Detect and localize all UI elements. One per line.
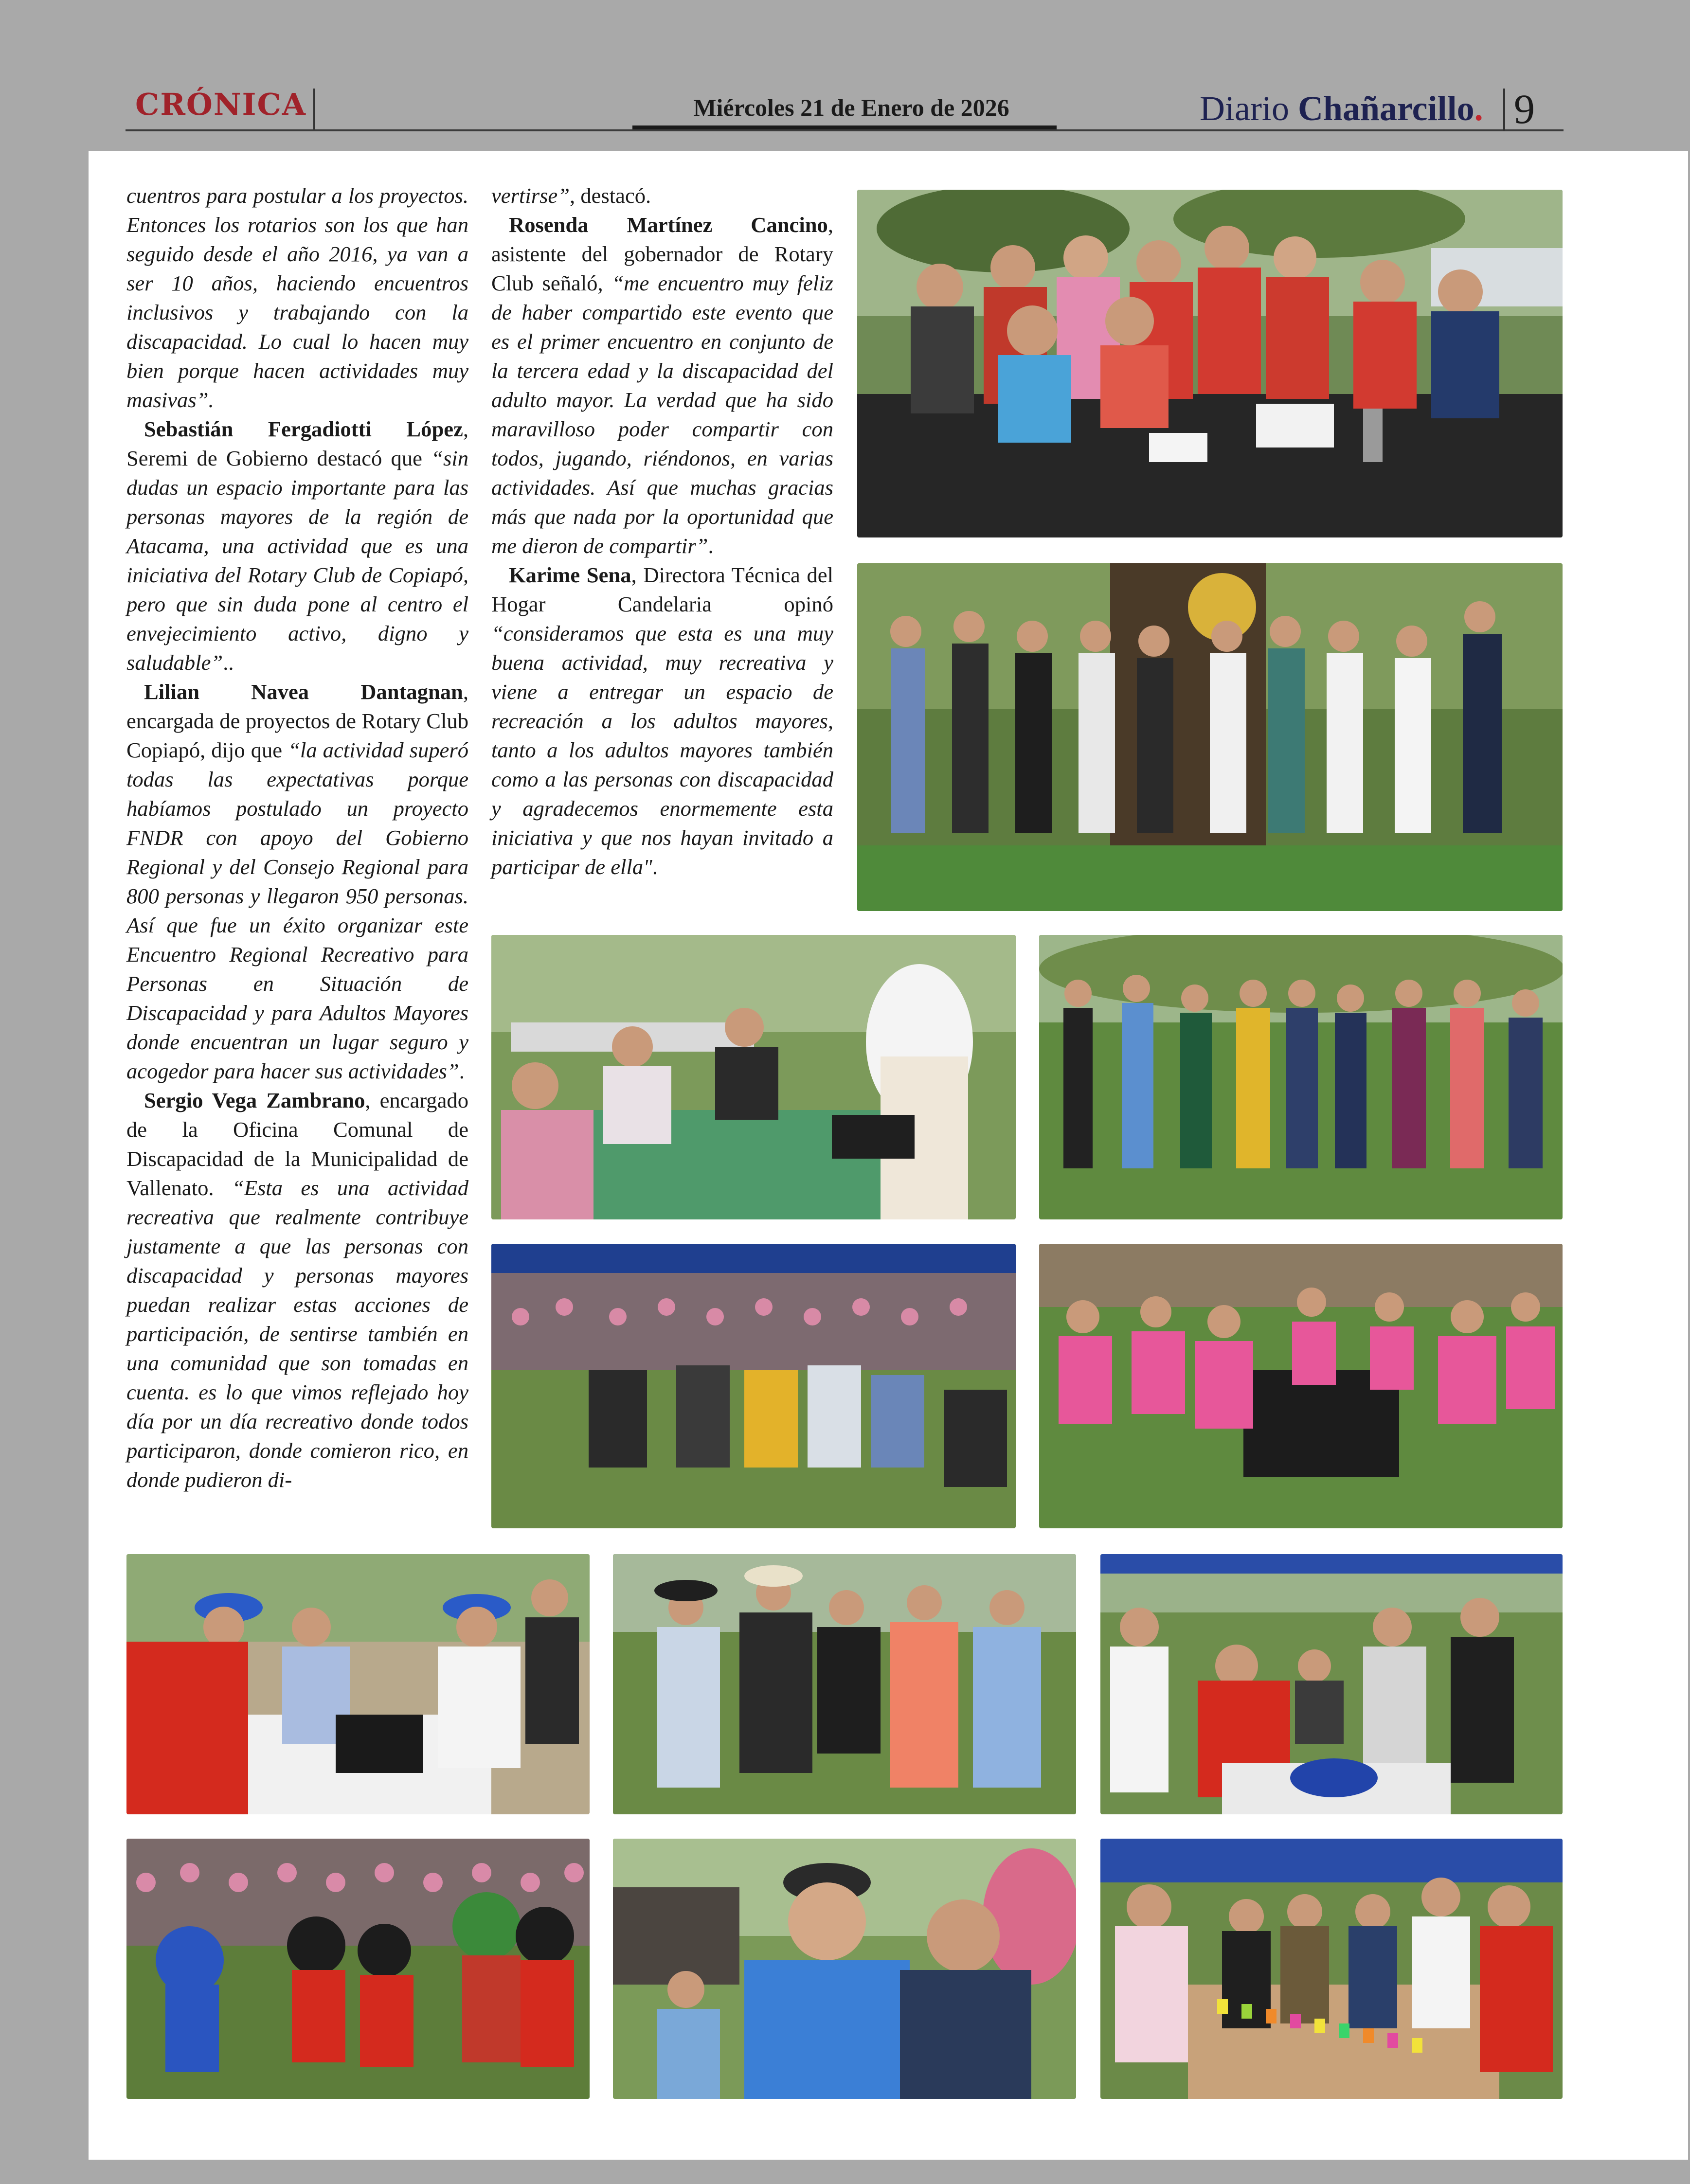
quote: “sin dudas un espacio importante para las personas mayores de la región de Atacama, una actividad que es una iniciativa del Rotary Club de Copiapó, pero que sin duda pone al centro el envejecimiento activo, digno y saludable” — [126, 446, 468, 675]
masthead — [1200, 89, 1483, 129]
quote: “consideramos que esta es una muy buena actividad, muy recreativa y viene a entregar un espacio de recreación a los adultos mayores, tanto a los adultos mayores también como a las personas con discapacidad y agradecemos enormemente esta iniciativa y que nos hayan invitado a participar de ella" — [491, 621, 833, 879]
section-label: CRÓNICA — [135, 87, 307, 122]
masthead-name: Chañarcillo — [1297, 89, 1474, 128]
paragraph: vertirse”, destacó. — [491, 183, 651, 208]
speaker-name: Rosenda Martínez Cancino — [509, 213, 828, 237]
quote: “la actividad superó todas las expectativas porque habíamos postulado un proyecto FNDR con apoyo del Gobierno Regional y del Consejo Regional para 800 personas y llegaron 950 personas. Así que fue un éxito organizar este Encuentro Regional Recreativo para Personas en Situación de Discapacidad y para Adultos Mayores donde encuentran un lugar seguro y acogedor para hacer sus actividades” — [126, 738, 469, 1083]
photo-elders-standing — [613, 1554, 1076, 1814]
issue-date: Miércoles 21 de Enero de 2026 — [693, 94, 1009, 121]
photo-face-painting — [1100, 1554, 1563, 1814]
speaker-name: Lilian Navea Dantagnan — [144, 680, 463, 704]
photo-award-group — [857, 563, 1563, 911]
header-divider — [1503, 89, 1505, 131]
photo-group-at-table — [857, 190, 1563, 537]
masthead-dot: . — [1474, 89, 1483, 128]
header-divider — [313, 89, 315, 131]
quote: “me encuentro muy feliz de haber compartido este evento que es el primer encuentro en conjunto de la tercera edad y la discapacidad del adulto mayor. La verdad que ha sido maravilloso poder compartir con todos, jugando, riéndonos, en varias actividades. Así que muchas gracias más que nada por la oportunidad que me dieron de compartir” — [491, 271, 833, 558]
paragraph: Sergio Vega Zambrano, encargado de la Oficina Comunal de Discapacidad de la Municipalidad de Vallenato. “Esta es una actividad recreativa que realmente contribuye justamente a que las personas con discapacidad y personas mayores puedan realizar estas acciones de participación, de sentirse también en una comunidad que son tomadas en cuenta. es lo que vimos reflejado hoy día por un día recreativo donde todos participaron, donde comieron rico, en donde pudieron di- — [126, 1088, 468, 1492]
page-header — [0, 0, 1690, 151]
photo-two-elderly-men — [613, 1839, 1076, 2099]
header-rule — [126, 129, 1564, 131]
quote: “Esta es una actividad recreativa que realmente contribuye justamente a que las personas con discapacidad y personas mayores puedan realizar estas acciones de participación, de sentirse también en una comunidad que son tomadas en cuenta. es lo que vimos reflejado hoy día por un día recreativo donde todos participaron, donde comieron rico, en donde pudieron di- — [126, 1176, 468, 1492]
speaker-name: Sebastián Fergadiotti López — [144, 417, 463, 441]
photo-standing-group — [1039, 935, 1563, 1219]
paragraph: Karime Sena, Directora Técnica del Hogar Candelaria opinó “consideramos que esta es una muy buena actividad, muy recreativa y viene a entregar un espacio de recreación a los adultos mayores, tanto a los adultos mayores también como a las personas con discapacidad y agradecemos enormemente esta iniciativa y que nos hayan invitado a participar de ella". — [491, 563, 833, 879]
article-column-1 — [126, 181, 468, 1494]
photo-volunteers-blue-caps — [126, 1554, 590, 1814]
masthead-prefix: Diario — [1200, 89, 1298, 128]
photo-cup-game — [1100, 1839, 1563, 2099]
paragraph: Sebastián Fergadiotti López, Seremi de Gobierno destacó que “sin dudas un espacio importante para las personas mayores de la región de Atacama, una actividad que es una iniciativa del Rotary Club de Copiapó, pero que sin duda pone al centro el envejecimiento activo, digno y saludable”.. — [126, 417, 468, 675]
photo-pink-shirt-group — [1039, 1244, 1563, 1528]
photo-costume-characters — [126, 1839, 590, 2099]
paragraph: Rosenda Martínez Cancino, asistente del gobernador de Rotary Club señaló, “me encuentro muy feliz de haber compartido este evento que es el primer encuentro en conjunto de la tercera edad y la discapacidad del adulto mayor. La verdad que ha sido maravilloso poder compartir con todos, jugando, riéndonos, en varias actividades. Así que muchas gracias más que nada por la oportunidad que me dieron de compartir”. — [491, 213, 833, 558]
speaker-name: Karime Sena — [509, 563, 631, 587]
speaker-name: Sergio Vega Zambrano — [144, 1088, 365, 1112]
article-column-2 — [491, 181, 833, 881]
paragraph: cuentros para postular a los proyectos. Entonces los rotarios son los que han seguido desde el año 2016, ya van a ser 10 años, haciendo encuentros inclusivos y trabajando con la discapacidad. Lo cual lo hacen muy bien porque hacen actividades muy masivas”. — [126, 183, 468, 412]
photo-seated-audience — [491, 1244, 1016, 1528]
paragraph: Lilian Navea Dantagnan, encargada de proyectos de Rotary Club Copiapó, dijo que “la actividad superó todas las expectativas porque habíamos postulado un proyecto FNDR con apoyo del Gobierno Regional y del Consejo Regional para 800 personas y llegaron 950 personas. Así que fue un éxito organizar este Encuentro Regional Recreativo para Personas en Situación de Discapacidad y para Adultos Mayores donde encuentran un lugar seguro y acogedor para hacer sus actividades”. — [126, 680, 469, 1083]
page-number: 9 — [1514, 86, 1535, 132]
photo-nun-at-table — [491, 935, 1016, 1219]
